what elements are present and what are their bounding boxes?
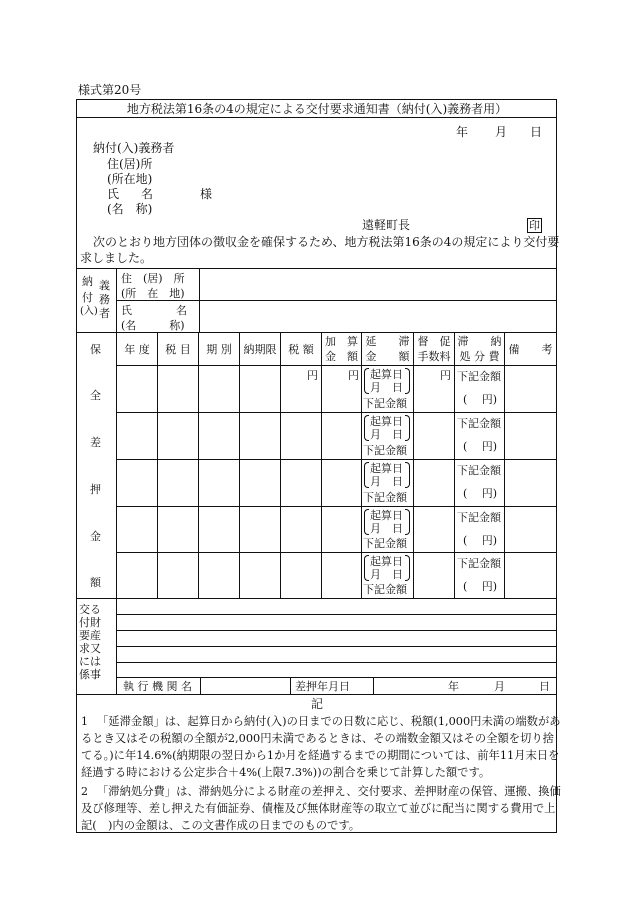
amount-side-label-2: 全: [90, 389, 101, 402]
body-text-line2: 求しました。: [80, 251, 153, 265]
delinquency-below-label: 下記金額: [363, 397, 407, 410]
disposal-below-label: 下記金額: [457, 557, 501, 570]
disposal-paren: ( 円): [463, 534, 498, 547]
disposal-below-label: 下記金額: [457, 511, 501, 524]
start-date-label: 起算日: [370, 555, 403, 568]
bracket-left: [364, 368, 369, 394]
obligor-label-2: 付: [82, 291, 93, 304]
month-day-label: 月 日: [370, 381, 403, 394]
month-day-label: 月 日: [370, 475, 403, 488]
property-side-label-2: 付財: [79, 616, 101, 629]
obligor-label-6: 者: [99, 307, 110, 320]
seal-mark: 印: [529, 219, 540, 232]
body-text-line1: 次のとおり地方団体の徴収金を確保するため、地方税法第16条の4の規定により交付要: [93, 235, 560, 249]
recipient-name-label-1: 氏: [107, 187, 120, 201]
bracket-right: [405, 415, 410, 441]
start-date-label: 起算日: [370, 509, 403, 522]
bracket-left: [364, 415, 369, 441]
start-date-label: 起算日: [370, 368, 403, 381]
header-tax-item: 税 目: [165, 343, 191, 356]
header-deadline: 納期限: [243, 343, 277, 356]
delinquency-below-label: 下記金額: [363, 491, 407, 504]
header-period: 期 別: [206, 343, 232, 356]
bracket-left: [364, 555, 369, 581]
seizure-year: 年: [448, 680, 459, 693]
amount-side-label-4: 押: [90, 483, 101, 496]
amount-side-label-3: 差: [90, 436, 101, 449]
note-text-2: 「滞納処分費」は、滞納処分による財産の差押え、交付要求、差押財産の保管、運搬、換価及び修理等、差し押えた有価証券、債権及び無体財産等の取立て並びに配当に関する費用で上記( )内の金額は、この文書作成の日までのものです。: [81, 785, 561, 832]
obligor-label-5: 務: [99, 293, 110, 306]
header-fiscal-year: 年 度: [124, 343, 150, 356]
date-month: 月: [495, 125, 508, 139]
notes-heading: 記: [310, 697, 323, 711]
obligor-label-3: (入): [80, 306, 98, 317]
disposal-paren: ( 円): [463, 487, 498, 500]
header-reminder-2: 手数料: [417, 350, 451, 363]
delinquency-below-label: 下記金額: [363, 444, 407, 457]
obligor-address-label: 住 (居) 所: [121, 272, 185, 285]
delinquency-below-label: 下記金額: [363, 583, 407, 596]
obligor-name-label: 氏 名: [121, 304, 187, 317]
obligor-name-sub: (名 称): [121, 319, 185, 332]
disposal-below-label: 下記金額: [457, 417, 501, 430]
property-side-label-1: 交る: [79, 603, 101, 616]
recipient-address-label: 住(居)所: [107, 157, 153, 171]
unit-yen-tax: 円: [307, 369, 318, 382]
header-tax-amount: 税 額: [288, 343, 314, 356]
recipient-role: 納付(入)義務者: [93, 141, 175, 155]
bracket-left: [364, 462, 369, 488]
recipient-honorific: 様: [200, 187, 213, 201]
bracket-right: [405, 462, 410, 488]
date-day: 日: [530, 125, 543, 139]
date-year: 年: [456, 125, 469, 139]
header-reminder-1: 督 促: [417, 335, 451, 348]
recipient-name-sub: (名 称): [107, 202, 153, 216]
header-disposal-1: 滞 納: [457, 335, 502, 348]
note-text-1: 「延滞金額」は、起算日から納付(入)の日までの日数に応じ、税額(1,000円未満の端数があるとき又はその税額の全額が2,000円未満であるときは、その端数金額又はその全額を切り捨てる。)に年14.6%(納期限の翌日から1か月を経過するまでの期間については、前年11月末日を経過する時における公定歩合＋4%(上限7.3%))の割合を乗じて計算した額です。: [81, 715, 561, 779]
issuer-name: 遠軽町長: [362, 218, 411, 232]
start-date-label: 起算日: [370, 462, 403, 475]
note-number: 2: [81, 785, 88, 798]
form-number: 様式第20号: [78, 83, 142, 97]
seizure-month: 月: [494, 680, 505, 693]
obligor-label-4: 義: [99, 279, 110, 292]
month-day-label: 月 日: [370, 568, 403, 581]
recipient-name-label-2: 名: [141, 187, 154, 201]
disposal-paren: ( 円): [463, 393, 498, 406]
disposal-below-label: 下記金額: [457, 464, 501, 477]
bracket-left: [364, 509, 369, 535]
header-delinquency-1: 延 滞: [365, 335, 410, 348]
property-side-label-5: には: [79, 655, 101, 668]
disposal-below-label: 下記金額: [457, 370, 501, 383]
header-remarks: 備 考: [508, 343, 553, 356]
property-side-label-4: 求又: [79, 642, 101, 655]
header-surcharge-1: 加 算: [325, 335, 358, 348]
unit-yen-reminder: 円: [440, 369, 451, 382]
recipient-address-sub: (所在地): [107, 172, 153, 186]
amount-side-label-1: 保: [90, 343, 101, 356]
property-side-label-3: 要産: [79, 629, 101, 642]
obligor-label-1: 納: [82, 275, 93, 288]
agency-label: 執 行 機 関 名: [123, 680, 192, 693]
delinquency-below-label: 下記金額: [363, 537, 407, 550]
amount-side-label-6: 額: [90, 576, 101, 589]
disposal-paren: ( 円): [463, 440, 498, 453]
disposal-paren: ( 円): [463, 580, 498, 593]
bracket-right: [405, 368, 410, 394]
start-date-label: 起算日: [370, 415, 403, 428]
document-title: 地方税法第16条の4の規定による交付要求通知書（納付(入)義務者用）: [126, 102, 508, 116]
seizure-date-label: 差押年月日: [295, 680, 350, 693]
month-day-label: 月 日: [370, 428, 403, 441]
header-surcharge-2: 金 額: [325, 350, 358, 363]
header-disposal-2: 処 分 費: [459, 350, 500, 363]
property-side-label-6: 係事: [79, 668, 101, 681]
seizure-day: 日: [539, 680, 550, 693]
header-delinquency-2: 金 額: [365, 350, 410, 363]
month-day-label: 月 日: [370, 522, 403, 535]
unit-yen-surcharge: 円: [348, 369, 359, 382]
note-number: 1: [81, 715, 88, 728]
bracket-right: [405, 509, 410, 535]
obligor-address-sub: (所 在 地): [121, 287, 185, 300]
amount-side-label-5: 金: [90, 530, 101, 543]
bracket-right: [405, 555, 410, 581]
